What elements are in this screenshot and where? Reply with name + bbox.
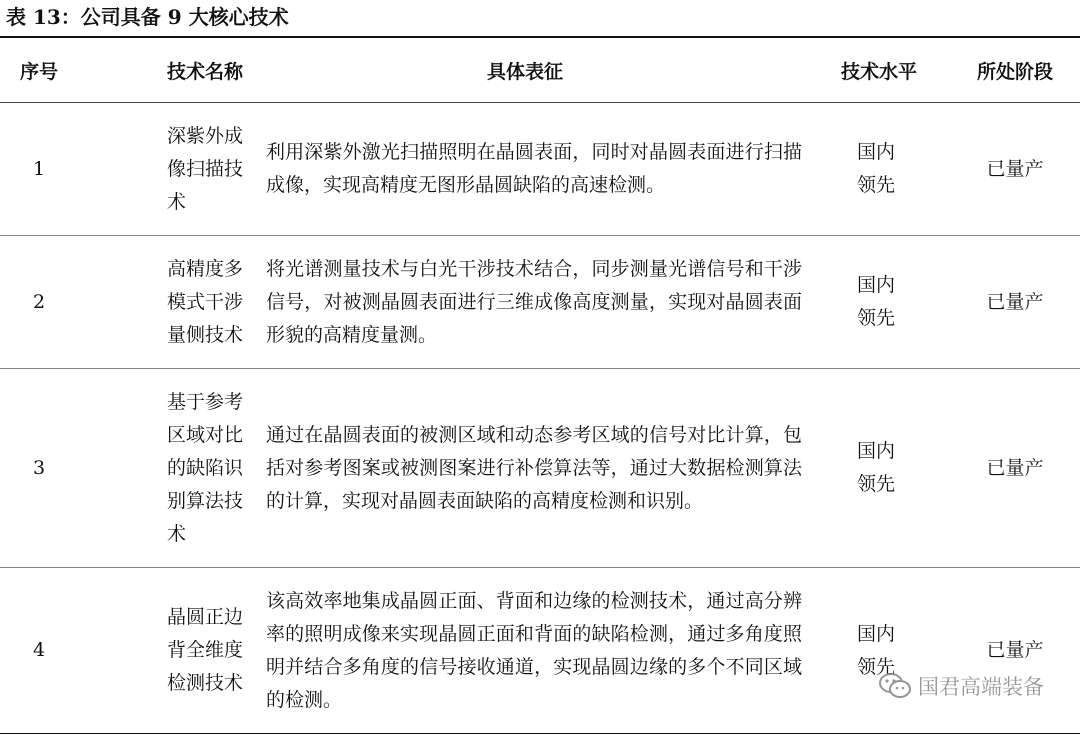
core-tech-table — [0, 38, 1080, 734]
row-stage: 已量产 — [950, 103, 1080, 236]
row-stage: 已量产 — [950, 369, 1080, 568]
row-description: 利用深紫外激光扫描照明在晶圆表面，同时对晶圆表面进行扫描成像，实现高精度无图形晶圆缺陷的高速检测。 — [248, 103, 808, 236]
wechat-icon — [878, 671, 912, 701]
header-level: 技术水平 — [808, 38, 950, 103]
row-tech-name: 深紫外成像扫描技术 — [167, 124, 244, 213]
header-stage: 所处阶段 — [950, 38, 1080, 103]
row-stage: 已量产 — [950, 236, 1080, 369]
row-tech-name: 晶圆正边背全维度检测技术 — [167, 606, 244, 694]
watermark-text: 国君高端装备 — [918, 675, 1044, 699]
row-stage: 已量产 — [950, 568, 1080, 734]
row-no: 2 — [0, 236, 78, 369]
table-row — [0, 369, 1080, 568]
row-tech-level: 国内领先 — [857, 440, 896, 495]
table-header-row — [0, 38, 1080, 103]
row-no: 3 — [0, 369, 78, 568]
row-description: 通过在晶圆表面的被测区域和动态参考区域的信号对比计算，包括对参考图案或被测图案进行补偿算法等，通过大数据检测算法的计算，实现对晶圆表面缺陷的高精度检测和识别。 — [248, 369, 808, 568]
row-no: 4 — [0, 568, 78, 734]
row-tech-name: 基于参考区域对比的缺陷识别算法技术 — [167, 390, 244, 545]
watermark — [878, 668, 1044, 704]
header-desc: 具体表征 — [248, 38, 808, 103]
header-name: 技术名称 — [78, 38, 248, 103]
table-row — [0, 236, 1080, 369]
table-caption: 表 13：公司具备 9 大核心技术 — [6, 5, 289, 29]
row-description: 该高效率地集成晶圆正面、背面和边缘的检测技术，通过高分辨率的照明成像来实现晶圆正面和背面的缺陷检测，通过多角度照明并结合多角度的信号接收通道，实现晶圆边缘的多个不同区域的检测。 — [248, 568, 808, 734]
row-tech-level: 国内领先 — [857, 274, 896, 329]
table-row — [0, 568, 1080, 734]
row-description: 将光谱测量技术与白光干涉技术结合，同步测量光谱信号和干涉信号，对被测晶圆表面进行三维成像高度测量，实现对晶圆表面形貌的高精度量测。 — [248, 236, 808, 369]
row-tech-level: 国内领先 — [857, 622, 896, 678]
row-tech-level: 国内领先 — [857, 141, 896, 196]
table-row — [0, 103, 1080, 236]
row-no: 1 — [0, 103, 78, 236]
row-tech-name: 高精度多模式干涉量侧技术 — [167, 257, 244, 346]
header-no: 序号 — [0, 38, 78, 103]
